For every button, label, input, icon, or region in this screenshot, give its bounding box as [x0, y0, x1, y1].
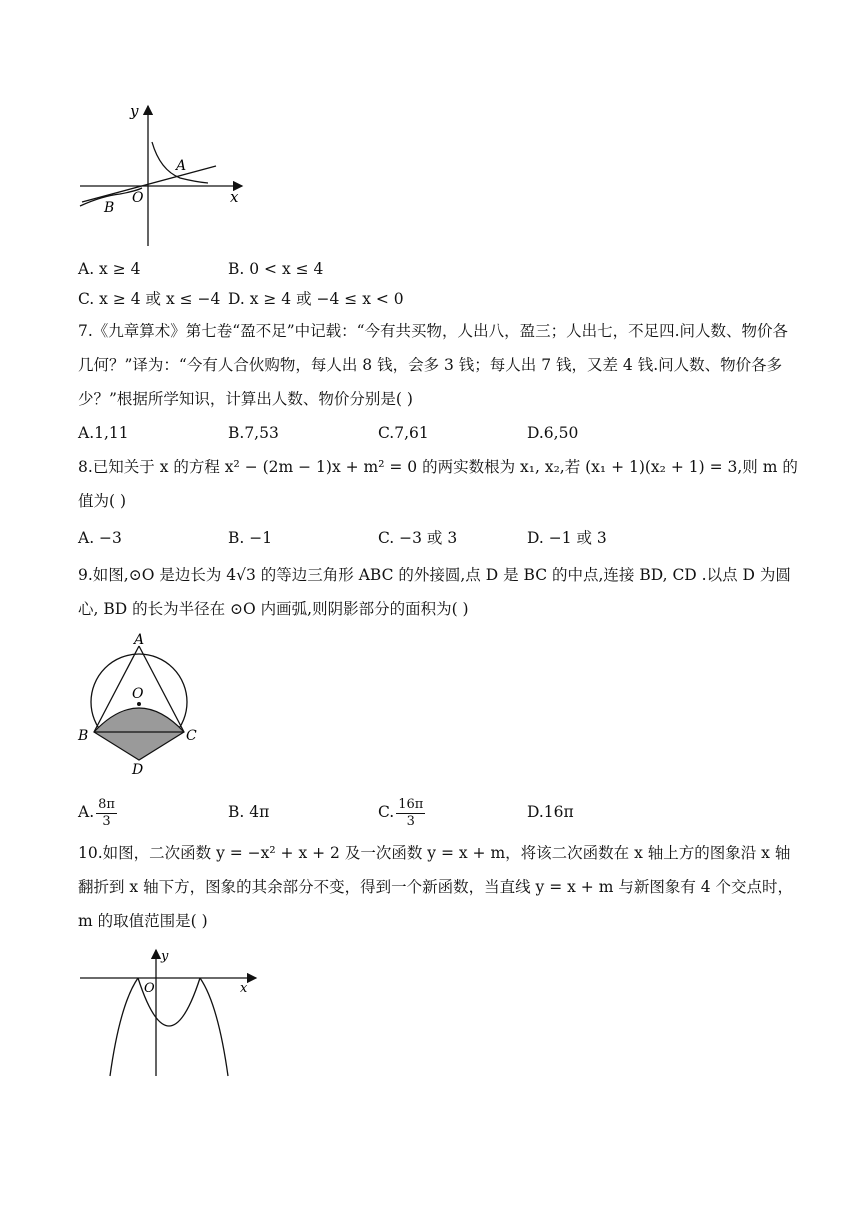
q9-option-c-denominator: 3	[406, 813, 415, 829]
q7-option-c[interactable]: C.7,61	[378, 424, 429, 442]
q9-option-b[interactable]: B. 4π	[228, 803, 270, 821]
q9-option-a-numerator: 8π	[98, 796, 115, 812]
origin-label: O	[132, 190, 144, 206]
q6-option-c[interactable]: C. x ≥ 4 或 x ≤ −4	[78, 290, 221, 308]
q9-option-a-denominator: 3	[102, 813, 111, 829]
q9-option-a-fraction	[96, 797, 117, 830]
center-point	[137, 702, 141, 706]
x-axis-label: x	[230, 188, 239, 206]
label-c: C	[186, 728, 197, 744]
label-a: A	[134, 632, 145, 648]
shaded-region	[94, 708, 184, 760]
q9-option-d[interactable]: D.16π	[527, 803, 574, 821]
q8-text: 8.已知关于 x 的方程 x² − (2m − 1)x + m² = 0 的两实数根为 x₁, x₂,若 (x₁ + 1)(x₂ + 1) = 3,则 m 的值为( )	[78, 458, 798, 510]
q7-text: 7.《九章算术》第七卷“盈不足”中记载：“今有共买物，人出八，盈三；人出七，不足四.问人数、物价各几何？”译为：“今有人合伙购物，每人出 8 钱，会多 3 钱；每人出 7 钱，又差 4 钱.问人数、物价各多少？”根据所学知识，计算出人数、物价分别是( )	[78, 322, 788, 408]
label-o: O	[132, 686, 144, 702]
q8-option-d[interactable]: D. −1 或 3	[527, 529, 607, 547]
point-b-label: B	[104, 200, 115, 216]
q9-option-c-fraction	[396, 797, 425, 830]
q6-option-b[interactable]: B. 0 < x ≤ 4	[228, 260, 324, 278]
question-8	[78, 450, 798, 518]
q9-option-c-prefix: C.	[378, 803, 395, 821]
q10-text: 10.如图，二次函数 y = −x² + x + 2 及一次函数 y = x + m，将该二次函数在 x 轴上方的图象沿 x 轴翻折到 x 轴下方，图象的其余部分不变，得到一个新函数，当直线 y = x + m 与新图象有 4 个交点时，m 的取值范围是( )	[78, 844, 794, 930]
q8-option-b[interactable]: B. −1	[228, 529, 273, 547]
question-9	[78, 558, 798, 626]
q7-option-d[interactable]: D.6,50	[527, 424, 579, 442]
q6-option-a[interactable]: A. x ≥ 4	[78, 260, 141, 278]
point-a-label: A	[176, 158, 187, 174]
label-b: B	[78, 728, 89, 744]
q7-option-b[interactable]: B.7,53	[228, 424, 279, 442]
line-ab	[82, 166, 216, 202]
x-axis-label: x	[240, 981, 248, 996]
parabola-left-arm	[110, 978, 138, 1076]
y-axis-label: y	[130, 102, 139, 120]
q8-option-c[interactable]: C. −3 或 3	[378, 529, 458, 547]
question-7	[78, 314, 798, 416]
q8-option-a[interactable]: A. −3	[78, 529, 122, 547]
y-axis-label: y	[161, 949, 169, 964]
q7-option-a[interactable]: A.1,11	[78, 424, 129, 442]
label-d: D	[132, 762, 144, 778]
figure-hyperbola-line	[76, 98, 256, 250]
figure-circle-triangle	[76, 632, 210, 778]
q9-option-c[interactable]	[378, 792, 425, 832]
origin-label: O	[144, 981, 155, 996]
q6-option-d[interactable]: D. x ≥ 4 或 −4 ≤ x < 0	[228, 290, 404, 308]
figure-folded-parabola	[76, 944, 262, 1080]
parabola-right-arm	[200, 978, 228, 1076]
q9-text: 9.如图,⊙O 是边长为 4√3 的等边三角形 ABC 的外接圆,点 D 是 BC 的中点,连接 BD, CD .以点 D 为圆心, BD 的长为半径在 ⊙O 内画弧,则阴影部分的面积为( )	[78, 566, 791, 618]
q9-option-a-prefix: A.	[78, 803, 95, 821]
q9-option-c-numerator: 16π	[398, 796, 424, 812]
q9-option-a[interactable]	[78, 792, 117, 832]
question-10	[78, 836, 798, 938]
